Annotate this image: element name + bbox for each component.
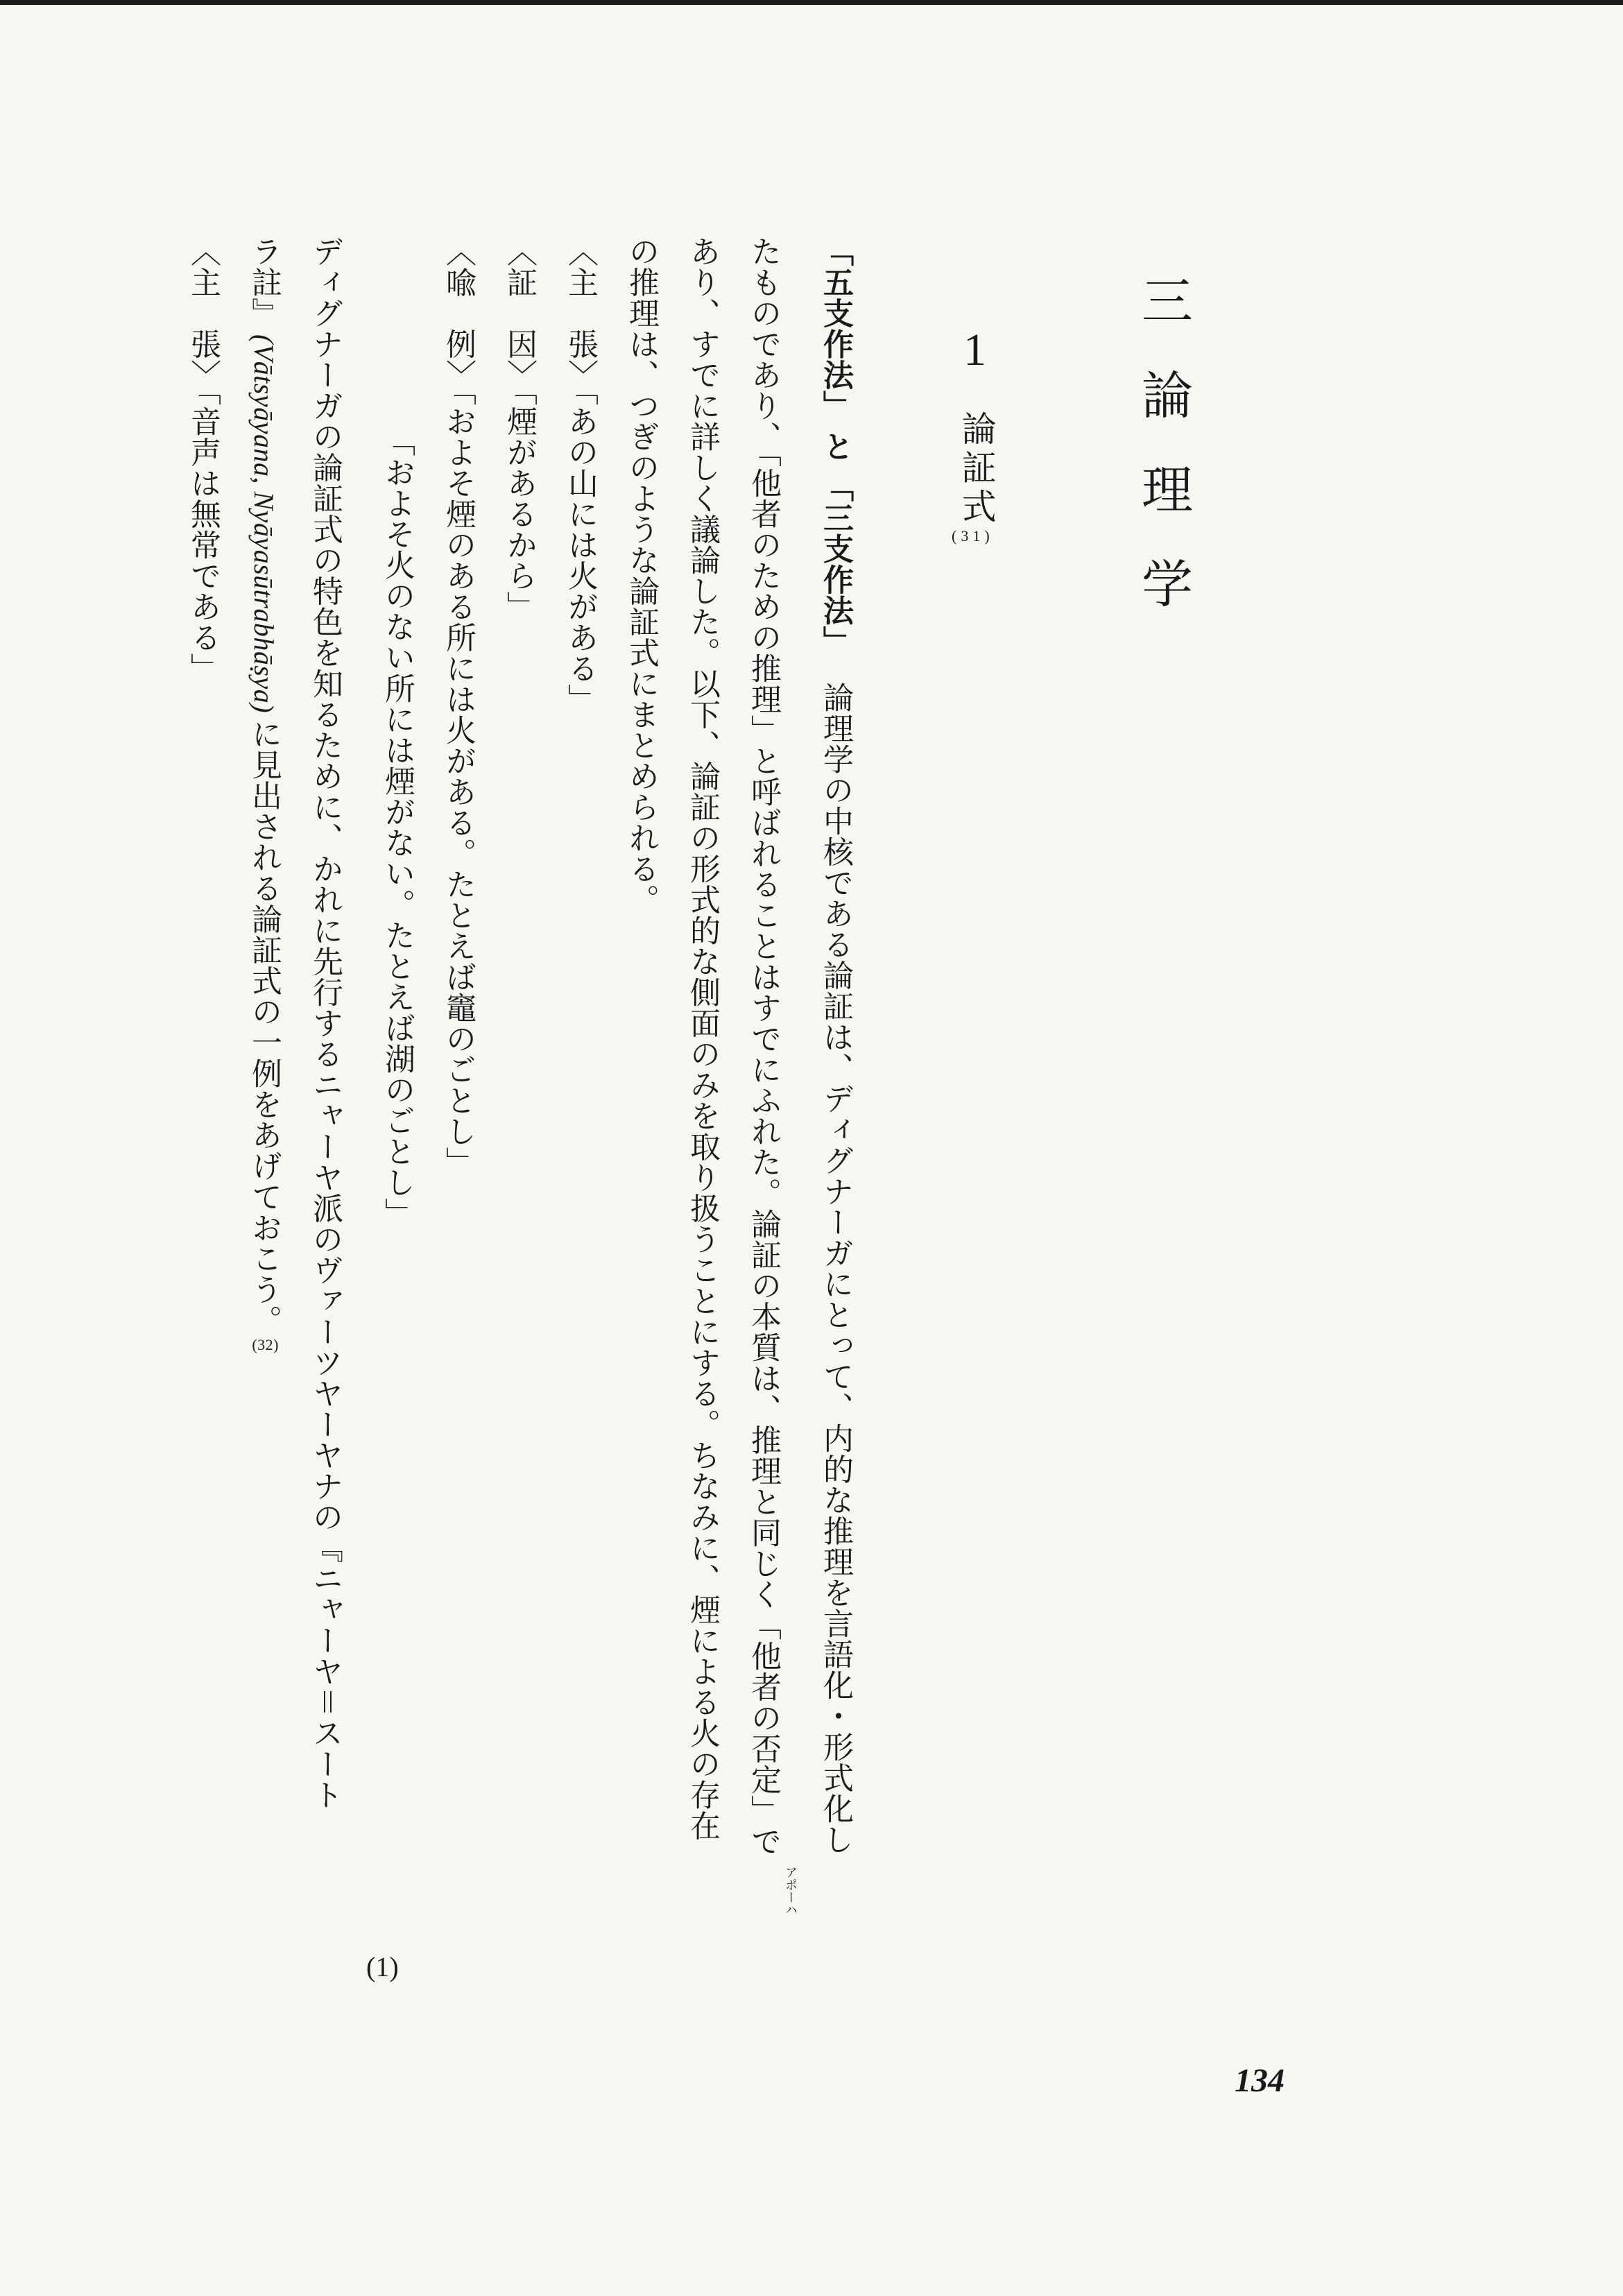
example-label: 〈喩 例〉	[440, 236, 476, 391]
syllogism2-thesis-label: 〈主 張〉	[185, 236, 221, 391]
syllogism2-thesis	[185, 236, 221, 684]
paragraph2-line2-start: ラ註』	[246, 236, 282, 329]
top-edge-rule	[0, 0, 1623, 5]
paragraph1-line4-text: の推理は、つぎのような論証式にまとめられる。	[624, 236, 659, 915]
term-three-membered: 「三支作法」	[818, 471, 853, 657]
paragraph1-line2-text: たものであり、「他者のための推理」と呼ばれることはすでにふれた。論証の本質は、推理と同じく「他者の否定」で	[746, 236, 781, 1857]
paragraph1-line4	[624, 236, 659, 915]
paragraph2-line1-text: ディグナーガの論証式の特色を知るために、かれに先行するニャーヤ派のヴァーツヤーヤナの『ニャーヤ＝スート	[307, 236, 343, 1810]
paragraph1-line3	[685, 236, 720, 1841]
chapter-title: 三論理学	[1133, 274, 1193, 651]
section-title	[952, 411, 997, 545]
syllogism-reason	[501, 236, 537, 622]
paragraph1-line2	[746, 236, 781, 1857]
paragraph2-line2	[246, 236, 282, 1354]
thesis-label: 〈主 張〉	[563, 236, 598, 391]
thesis-text: 「あの山には火がある」	[563, 390, 598, 714]
paragraph2-line2-end: に見出される論証式の一例をあげておこう。	[246, 718, 282, 1336]
paragraph1-line1-text: 論理学の中核である論証は、ディグナーガにとって、内的な推理を言語化・形式化し	[818, 681, 853, 1855]
term-five-membered: 「五支作法」	[818, 236, 853, 421]
footnote-marker-31: (31)	[952, 527, 994, 545]
latin-title: (Vātsyāyana, Nyāyasūtrabhāṣya)	[248, 334, 280, 713]
footnote-marker-32: (32)	[252, 1335, 279, 1353]
syllogism-thesis	[563, 236, 598, 714]
section-number: 1	[950, 325, 1000, 375]
reason-label: 〈証 因〉	[501, 236, 537, 391]
syllogism-example-negative	[379, 426, 415, 1228]
example-negative-text: 「およそ火のない所には煙がない。たとえば湖のごとし」	[379, 426, 415, 1228]
equation-number: (1)	[366, 1951, 399, 1982]
section-title-text: 論証式	[956, 411, 997, 527]
syllogism-example	[440, 236, 476, 1178]
term-join: と	[818, 431, 853, 462]
apoha-ruby: アポーハ	[783, 1866, 798, 1916]
paragraph1-line1	[818, 236, 853, 1855]
paragraph1-line3-text: あり、すでに詳しく議論した。以下、論証の形式的な側面のみを取り扱うことにする。ちなみに、煙による火の存在	[685, 236, 720, 1841]
example-text: 「およそ煙のある所には火がある。たとえば竈のごとし」	[440, 390, 476, 1178]
paragraph2-line1	[307, 236, 343, 1810]
reason-text: 「煙があるから」	[501, 390, 537, 622]
syllogism2-thesis-text: 「音声は無常である」	[185, 390, 221, 684]
page-number: 134	[1235, 2062, 1285, 2099]
